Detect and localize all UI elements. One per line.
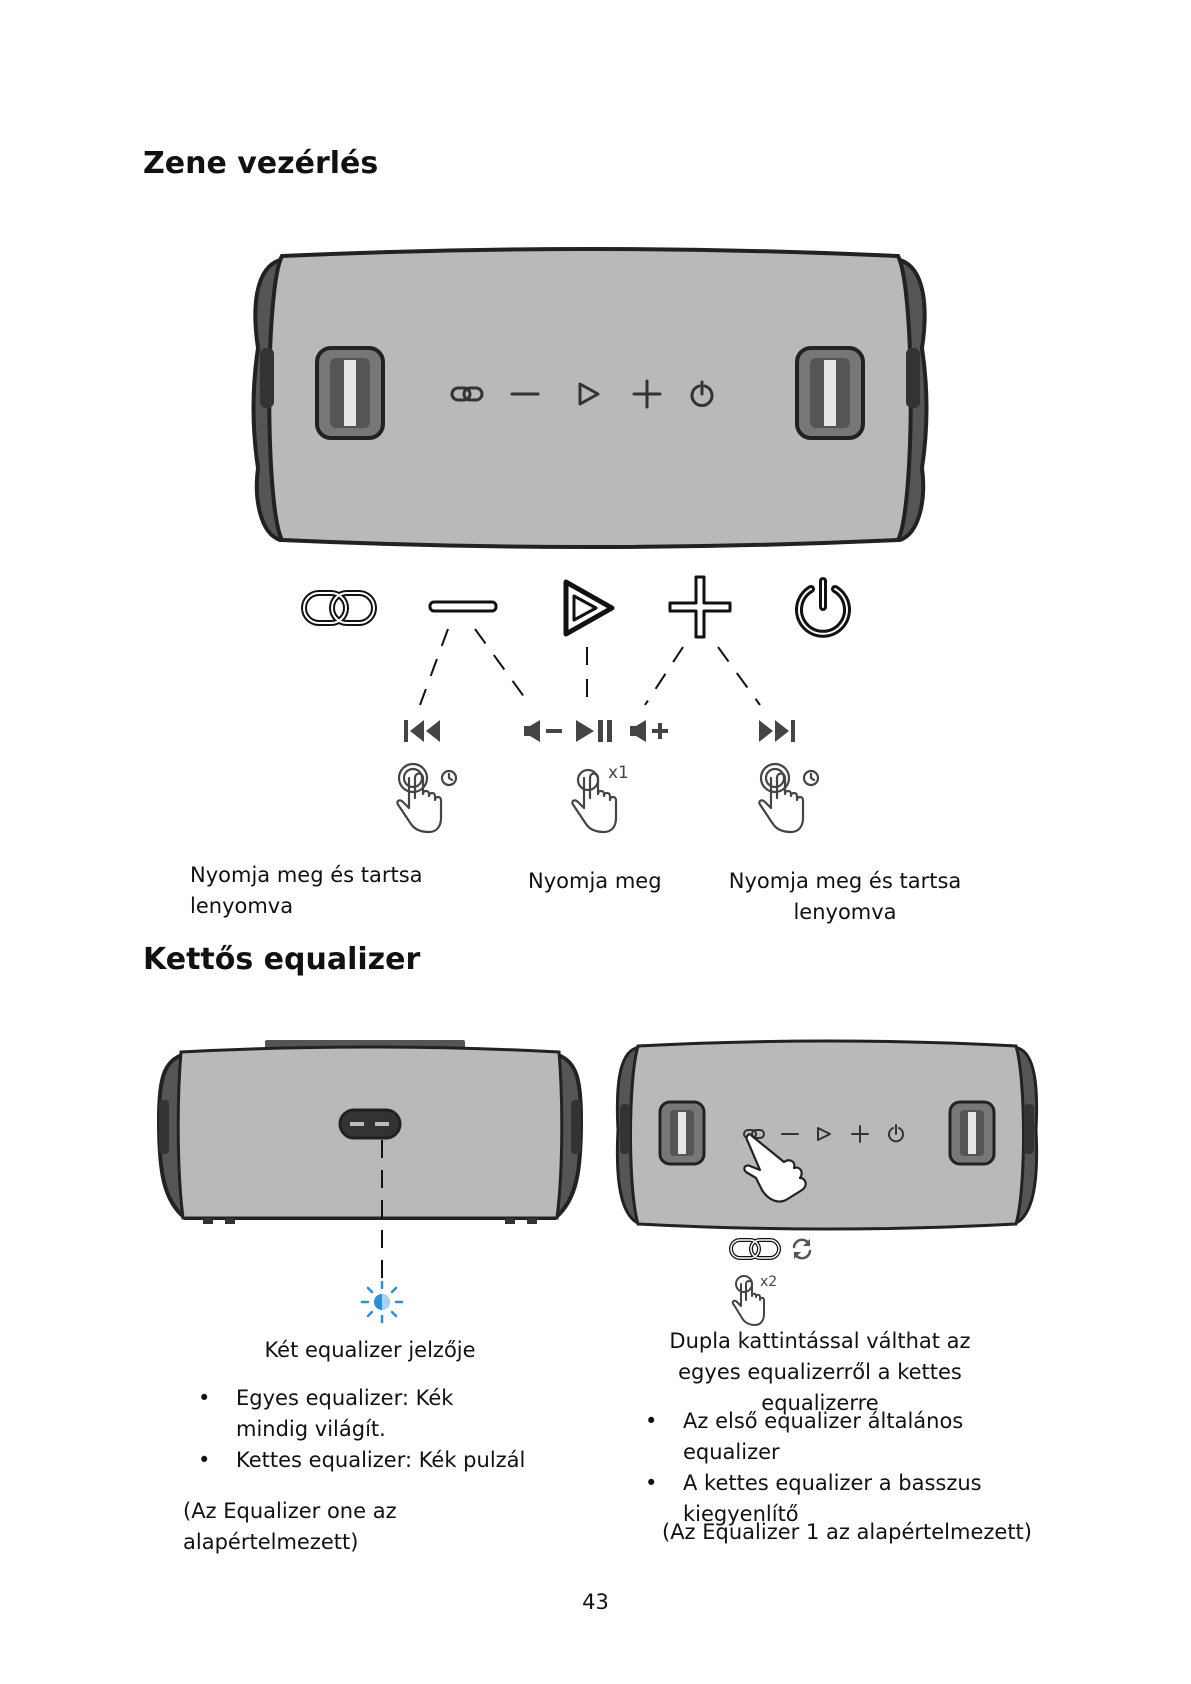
power-icon (793, 577, 853, 637)
speaker-top-small-illustration (612, 1040, 1042, 1230)
gesture-label-left: Nyomja meg és tartsa lenyomva (190, 863, 423, 918)
section-title-dual-equalizer: Kettős equalizer (143, 942, 421, 977)
gesture-label-right: Nyomja meg és tartsa lenyomva (728, 869, 962, 924)
speaker-back-illustration (155, 1040, 585, 1230)
refresh-icon (790, 1237, 814, 1261)
volume-up-icon (628, 718, 670, 744)
section-title-music-control: Zene vezérlés (143, 146, 379, 181)
indicator-dashed-line (380, 1140, 384, 1280)
press-hand-icon-middle (570, 762, 640, 836)
double-click-caption: Dupla kattintással válthat az egyes equalizerről a kettes equalizerre (669, 1329, 971, 1415)
speaker-top-illustration (250, 248, 930, 548)
dashed-connectors (400, 625, 780, 715)
press-hold-hand-icon-left (395, 762, 465, 836)
right-bullet-list (645, 1406, 1045, 1530)
left-bullet-list (198, 1383, 528, 1476)
volume-down-icon (522, 718, 564, 744)
next-track-icon (757, 718, 797, 744)
page-number: 43 (582, 1590, 609, 1614)
press-hold-hand-icon-right (757, 762, 827, 836)
list-item: • Az első equalizer általános equalizer (645, 1406, 1045, 1468)
list-item: • A kettes equalizer a basszus kiegyenlítő (645, 1468, 1045, 1530)
play-pause-icon (574, 718, 614, 744)
double-press-hand-icon (730, 1272, 790, 1328)
left-default-note: (Az Equalizer one az alapértelmezett) (183, 1499, 397, 1554)
list-item: • Egyes equalizer: Kék mindig világít. (198, 1383, 528, 1445)
minus-icon (428, 600, 498, 614)
gesture-label-middle: Nyomja meg (528, 869, 662, 893)
equalizer-indicator-caption: Két equalizer jelzője (264, 1338, 476, 1362)
blue-light-indicator-icon (360, 1280, 404, 1324)
previous-track-icon (402, 718, 442, 744)
link-icon-small (728, 1235, 784, 1263)
right-default-note: (Az Equalizer 1 az alapértelmezett) (662, 1520, 1032, 1544)
x1-badge: x1 (608, 763, 629, 783)
x2-badge: x2 (760, 1274, 778, 1290)
link-icon (300, 585, 380, 631)
list-item: • Kettes equalizer: Kék pulzál (198, 1445, 528, 1476)
